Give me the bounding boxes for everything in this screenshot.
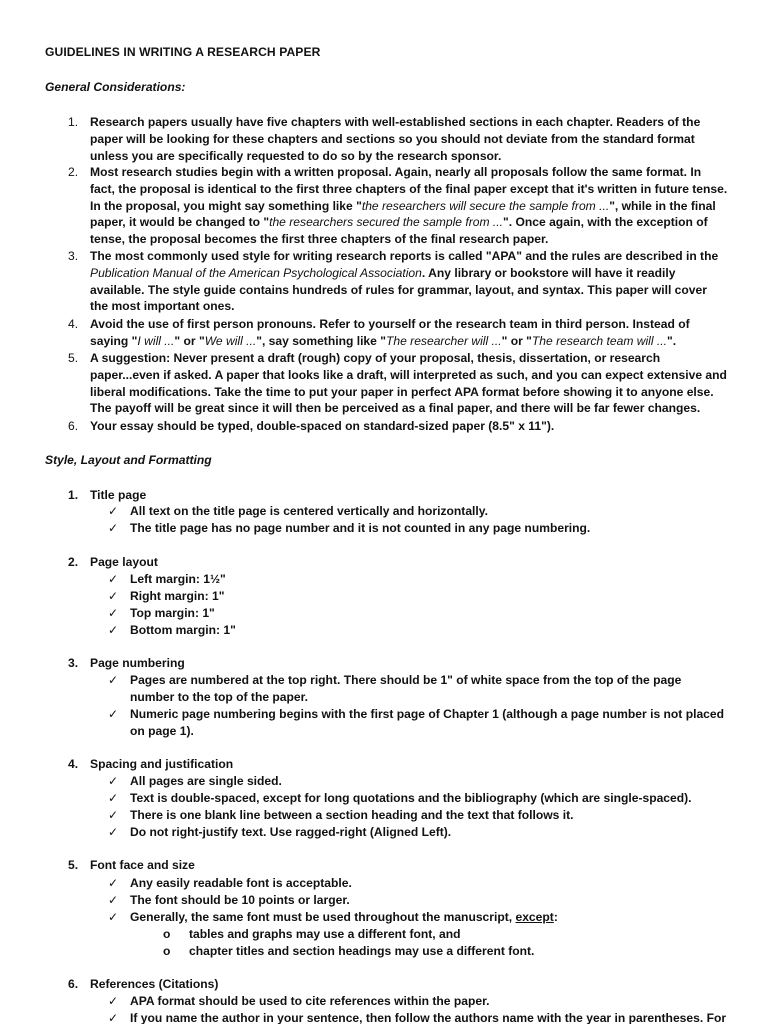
sub-list-item: o chapter titles and section headings may use a different font. [163,944,535,958]
item-text: A suggestion: Never present a draft (rough) copy of your proposal, thesis, dissertation, or research paper...even if asked. A paper that looks like a draft, will interpreted as such, and you can expect extensive and liberal modifications. Take the time to put your paper in perfect APA format before showing it to anyone else. The payoff will be great since it will then be perceived as a final paper, and there will be far fewer changes. [90,351,727,416]
checklist-item: ✓ Left margin: 1½" [108,572,226,586]
checklist-item: ✓ The font should be 10 points or larger. [108,893,350,907]
item-number: 1. [68,115,79,129]
checkmark-icon: ✓ [108,606,119,620]
checkmark-icon: ✓ [108,994,119,1008]
checklist-item: ✓ APA format should be used to cite references within the paper. [108,994,490,1008]
checkmark-icon: ✓ [108,521,119,535]
checklist-item: ✓ Top margin: 1" [108,606,215,620]
item-text: Avoid the use of first person pronouns. Refer to yourself or the research team in third person. Instead of saying "I will ..." or "We will ...", say something like "The researcher will ..." or "The research team will ...". [90,317,690,348]
list-item [68,350,728,417]
item-number: 4. [68,317,79,331]
checkmark-icon: ✓ [108,572,119,586]
item-text: The most commonly used style for writing research reports is called "APA" and the rules are described in the Publication Manual of the American Psychological Association. Any library or bookstore will have it readily available. The style guide contains hundreds of rules for grammar, layout, and syntax. This paper will cover the most important ones. [90,249,719,314]
checklist-item: ✓ The title page has no page number and it is not counted in any page numbering. [108,521,591,535]
list-item [68,164,728,248]
checkmark-icon: ✓ [108,673,119,687]
checkmark-icon: ✓ [108,1011,119,1024]
checklist-item: ✓ Any easily readable font is acceptable. [108,876,352,890]
checklist-item: ✓ Pages are numbered at the top right. There should be 1" of white space from the top of the page number to the top of the paper. [108,673,682,704]
checkmark-icon: ✓ [108,791,119,805]
checkmark-icon: ✓ [108,504,119,518]
checklist-item: ✓ All text on the title page is centered vertically and horizontally. [108,504,488,518]
item-number: 2. [68,165,79,179]
checklist-item: ✓ Do not right-justify text. Use ragged-right (Aligned Left). [108,825,452,839]
checkmark-icon: ✓ [108,910,119,924]
page-title: GUIDELINES IN WRITING A RESEARCH PAPER [45,45,321,59]
general-considerations-heading: General Considerations: [45,80,186,94]
list-item [68,418,728,435]
section-page-layout: 2. Page layout [68,555,158,569]
checkmark-icon: ✓ [108,808,119,822]
section-spacing-justification: 4. Spacing and justification [68,757,234,771]
except-emphasis: except [515,910,554,924]
sub-list-item: o tables and graphs may use a different font, and [163,927,461,941]
section-font-face-size: 5. Font face and size [68,858,195,872]
style-layout-heading: Style, Layout and Formatting [45,453,212,467]
checkmark-icon: ✓ [108,774,119,788]
item-number: 3. [68,249,79,263]
checkmark-icon: ✓ [108,876,119,890]
checklist-item: ✓ Bottom margin: 1" [108,623,236,637]
item-number: 5. [68,351,79,365]
section-references: 6. References (Citations) [68,977,219,991]
checklist-item: ✓ Generally, the same font must be used throughout the manuscript, except: [108,910,558,924]
checklist-item: ✓ All pages are single sided. [108,774,282,788]
checklist-item: ✓ If you name the author in your sentence, then follow the authors name with the year in parentheses. For [108,1010,728,1024]
list-item [68,114,728,164]
section-title-page: 1. Title page [68,488,147,502]
item-text: Most research studies begin with a written proposal. Again, nearly all proposals follow the same format. In fact, the proposal is identical to the first three chapters of the final paper except that it's written in future tense. In the proposal, you might say something like "the researchers will secure the sample from ...", while in the final paper, it would be changed to "the researchers secured the sample from ...". Once again, with the exception of tense, the proposal becomes the first three chapters of the final research paper. [90,165,728,247]
checkmark-icon: ✓ [108,825,119,839]
item-number: 6. [68,419,79,433]
checkmark-icon: ✓ [108,707,119,721]
list-item [68,248,728,315]
checkmark-icon: ✓ [108,589,119,603]
list-item [68,316,728,350]
checkmark-icon: ✓ [108,893,119,907]
circle-bullet-icon: o [163,944,171,958]
checklist-item: ✓ Numeric page numbering begins with the first page of Chapter 1 (although a page number is not placed on page 1). [108,707,725,738]
checklist-item: ✓ There is one blank line between a section heading and the text that follows it. [108,808,574,822]
section-page-numbering: 3. Page numbering [68,656,185,670]
circle-bullet-icon: o [163,927,171,941]
checklist-item: ✓ Text is double-spaced, except for long quotations and the bibliography (which are single-spaced). [108,791,692,805]
item-text: Your essay should be typed, double-spaced on standard-sized paper (8.5" x 11"). [90,419,555,433]
checklist-item: ✓ Right margin: 1" [108,589,225,603]
checkmark-icon: ✓ [108,623,119,637]
item-text: Research papers usually have five chapters with well-established sections in each chapter. Readers of the paper will be looking for these chapters and sections so you should not deviate from the standard format unless you are specifically requested to do so by the research sponsor. [90,115,701,163]
